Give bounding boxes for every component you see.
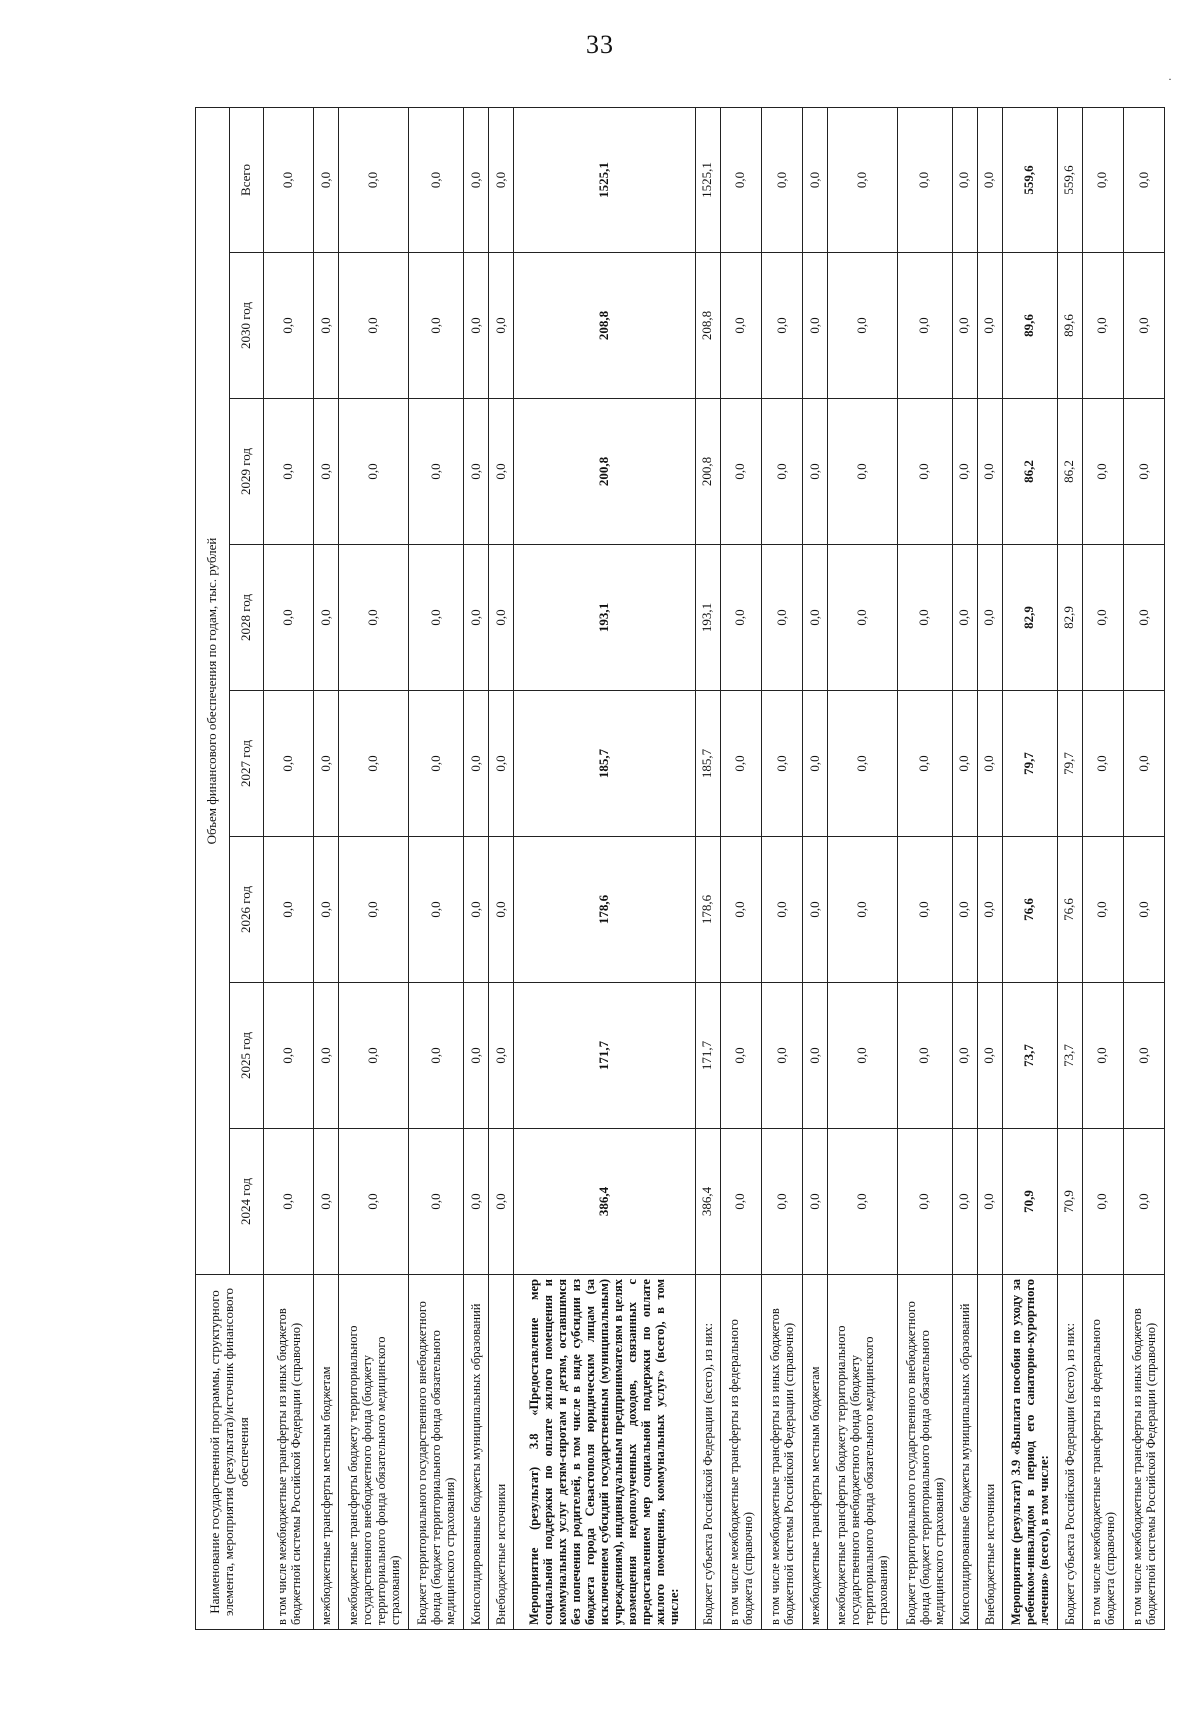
row-label: Внебюджетные источники <box>977 1275 1002 1630</box>
cell-value: 0,0 <box>897 545 952 691</box>
cell-value: 0,0 <box>761 545 802 691</box>
cell-value: 200,8 <box>695 399 720 545</box>
cell-value: 1525,1 <box>514 107 696 252</box>
cell-value: 0,0 <box>488 545 513 691</box>
cell-value: 0,0 <box>828 837 898 983</box>
cell-value: 559,6 <box>1002 107 1057 252</box>
cell-value: 0,0 <box>1082 107 1123 252</box>
cell-value: 0,0 <box>463 545 488 691</box>
cell-value: 0,0 <box>1123 691 1164 837</box>
cell-value: 89,6 <box>1002 253 1057 399</box>
cell-value: 0,0 <box>761 691 802 837</box>
cell-value: 0,0 <box>463 837 488 983</box>
cell-value: 0,0 <box>339 107 409 252</box>
cell-value: 0,0 <box>977 1129 1002 1275</box>
cell-value: 0,0 <box>1082 545 1123 691</box>
header-year-0: 2024 год <box>230 1129 264 1275</box>
cell-value: 0,0 <box>339 837 409 983</box>
cell-value: 0,0 <box>488 691 513 837</box>
cell-value: 0,0 <box>1123 545 1164 691</box>
scan-mark: · <box>1168 72 1172 86</box>
cell-value: 86,2 <box>1057 399 1082 545</box>
cell-value: 0,0 <box>828 691 898 837</box>
cell-value: 0,0 <box>1123 837 1164 983</box>
cell-value: 0,0 <box>1082 691 1123 837</box>
cell-value: 0,0 <box>952 837 977 983</box>
cell-value: 559,6 <box>1057 107 1082 252</box>
cell-value: 79,7 <box>1002 691 1057 837</box>
header-year-2: 2026 год <box>230 837 264 983</box>
cell-value: 0,0 <box>1123 107 1164 252</box>
cell-value: 0,0 <box>802 253 827 399</box>
table-row <box>977 107 1002 1629</box>
cell-value: 0,0 <box>314 107 339 252</box>
cell-value: 0,0 <box>761 837 802 983</box>
row-label: в том числе межбюджетные трансферты из иных бюджетов бюджетной системы Российской Федерации (справочно) <box>761 1275 802 1630</box>
cell-value: 0,0 <box>720 1129 761 1275</box>
cell-value: 0,0 <box>761 253 802 399</box>
cell-value: 73,7 <box>1057 983 1082 1129</box>
cell-value: 86,2 <box>1002 399 1057 545</box>
cell-value: 0,0 <box>1123 1129 1164 1275</box>
table-row <box>1002 107 1057 1629</box>
cell-value: 0,0 <box>897 253 952 399</box>
cell-value: 0,0 <box>897 691 952 837</box>
cell-value: 0,0 <box>409 107 464 252</box>
cell-value: 0,0 <box>720 837 761 983</box>
cell-value: 0,0 <box>339 691 409 837</box>
cell-value: 0,0 <box>314 399 339 545</box>
cell-value: 386,4 <box>695 1129 720 1275</box>
cell-value: 0,0 <box>720 107 761 252</box>
cell-value: 0,0 <box>488 837 513 983</box>
cell-value: 0,0 <box>720 253 761 399</box>
cell-value: 0,0 <box>977 107 1002 252</box>
header-year-5: 2029 год <box>230 399 264 545</box>
cell-value: 0,0 <box>264 107 314 252</box>
table-row <box>409 107 464 1629</box>
cell-value: 0,0 <box>761 1129 802 1275</box>
row-label: в том числе межбюджетные трансферты из федерального бюджета (справочно) <box>720 1275 761 1630</box>
cell-value: 0,0 <box>314 253 339 399</box>
cell-value: 0,0 <box>802 1129 827 1275</box>
cell-value: 178,6 <box>514 837 696 983</box>
cell-value: 0,0 <box>488 399 513 545</box>
cell-value: 0,0 <box>463 399 488 545</box>
cell-value: 0,0 <box>952 253 977 399</box>
cell-value: 0,0 <box>339 399 409 545</box>
cell-value: 0,0 <box>720 691 761 837</box>
cell-value: 0,0 <box>1082 253 1123 399</box>
cell-value: 0,0 <box>802 107 827 252</box>
cell-value: 0,0 <box>977 399 1002 545</box>
cell-value: 0,0 <box>488 107 513 252</box>
table-row <box>1057 107 1082 1629</box>
cell-value: 0,0 <box>1082 1129 1123 1275</box>
cell-value: 82,9 <box>1057 545 1082 691</box>
row-label: Мероприятие (результат) 3.8 «Предоставление мер социальной поддержки по оплате жилого помещения и коммунальных услуг детям-сиротам и детям, оставшимся без попечения родителей, в том числе в виде субсидии из бюджета города Севастополя юридическим лицам (за исключением субсидий государственным (муниципальным) учреждениям), индивидуальным предпринимателям в целях возмещения недополученных доходов, связанных с предоставлением мер социальной поддержки по оплате жилого помещения, коммунальных услуг» (всего), в том числе: <box>514 1275 696 1630</box>
financing-table <box>195 107 1165 1630</box>
row-label: в том числе межбюджетные трансферты из иных бюджетов бюджетной системы Российской Федерации (справочно) <box>1123 1275 1164 1630</box>
header-name-column: Наименование государственной программы, структурного элемента, мероприятия (результата)/источник финансового обеспечения <box>196 1275 264 1630</box>
cell-value: 79,7 <box>1057 691 1082 837</box>
cell-value: 208,8 <box>514 253 696 399</box>
cell-value: 0,0 <box>463 691 488 837</box>
cell-value: 0,0 <box>409 983 464 1129</box>
cell-value: 73,7 <box>1002 983 1057 1129</box>
cell-value: 0,0 <box>897 837 952 983</box>
table-row <box>514 107 696 1629</box>
cell-value: 386,4 <box>514 1129 696 1275</box>
row-label: Бюджет территориального государственного внебюджетного фонда (бюджет территориального фонда обязательного медицинского страхования) <box>897 1275 952 1630</box>
cell-value: 0,0 <box>897 983 952 1129</box>
cell-value: 70,9 <box>1057 1129 1082 1275</box>
cell-value: 0,0 <box>720 983 761 1129</box>
cell-value: 0,0 <box>761 399 802 545</box>
cell-value: 0,0 <box>720 399 761 545</box>
cell-value: 0,0 <box>1123 399 1164 545</box>
cell-value: 171,7 <box>695 983 720 1129</box>
header-year-7: Всего <box>230 107 264 252</box>
cell-value: 0,0 <box>952 983 977 1129</box>
row-label: межбюджетные трансферты бюджету территориального государственного внебюджетного фонда (бюджету территориального фонда обязательного медицинского страхования) <box>828 1275 898 1630</box>
cell-value: 70,9 <box>1002 1129 1057 1275</box>
row-label: в том числе межбюджетные трансферты из федерального бюджета (справочно) <box>1082 1275 1123 1630</box>
row-label: Консолидированные бюджеты муниципальных образований <box>952 1275 977 1630</box>
header-year-1: 2025 год <box>230 983 264 1129</box>
cell-value: 185,7 <box>514 691 696 837</box>
cell-value: 0,0 <box>264 691 314 837</box>
cell-value: 0,0 <box>720 545 761 691</box>
cell-value: 0,0 <box>339 253 409 399</box>
row-label: Консолидированные бюджеты муниципальных образований <box>463 1275 488 1630</box>
cell-value: 0,0 <box>977 545 1002 691</box>
cell-value: 0,0 <box>409 399 464 545</box>
table-row <box>695 107 720 1629</box>
cell-value: 193,1 <box>695 545 720 691</box>
rotated-table-frame <box>195 108 1165 1630</box>
cell-value: 0,0 <box>314 837 339 983</box>
page-number: 33 <box>586 30 614 59</box>
row-label: Бюджет субъекта Российской Федерации (всего), из них: <box>1057 1275 1082 1630</box>
row-label: межбюджетные трансферты местным бюджетам <box>802 1275 827 1630</box>
cell-value: 200,8 <box>514 399 696 545</box>
cell-value: 0,0 <box>409 691 464 837</box>
cell-value: 0,0 <box>952 399 977 545</box>
cell-value: 0,0 <box>802 399 827 545</box>
table-row <box>339 107 409 1629</box>
cell-value: 0,0 <box>828 253 898 399</box>
table-row <box>720 107 761 1629</box>
cell-value: 0,0 <box>463 983 488 1129</box>
cell-value: 0,0 <box>1123 983 1164 1129</box>
cell-value: 0,0 <box>409 545 464 691</box>
cell-value: 0,0 <box>761 107 802 252</box>
cell-value: 0,0 <box>802 837 827 983</box>
cell-value: 76,6 <box>1002 837 1057 983</box>
cell-value: 0,0 <box>409 837 464 983</box>
cell-value: 208,8 <box>695 253 720 399</box>
cell-value: 0,0 <box>828 399 898 545</box>
table-row <box>1123 107 1164 1629</box>
cell-value: 193,1 <box>514 545 696 691</box>
cell-value: 171,7 <box>514 983 696 1129</box>
cell-value: 0,0 <box>488 983 513 1129</box>
cell-value: 0,0 <box>952 1129 977 1275</box>
cell-value: 0,0 <box>1082 837 1123 983</box>
cell-value: 1525,1 <box>695 107 720 252</box>
cell-value: 0,0 <box>314 545 339 691</box>
cell-value: 0,0 <box>1082 399 1123 545</box>
row-label: Мероприятие (результат) 3.9 «Выплата пособия по уходу за ребенком-инвалидом в период его санаторно-курортного лечения» (всего), в том числе: <box>1002 1275 1057 1630</box>
table-row <box>488 107 513 1629</box>
table-row <box>828 107 898 1629</box>
cell-value: 0,0 <box>264 399 314 545</box>
table-row <box>264 107 314 1629</box>
cell-value: 0,0 <box>463 107 488 252</box>
cell-value: 0,0 <box>802 545 827 691</box>
cell-value: 0,0 <box>897 399 952 545</box>
table-row <box>1082 107 1123 1629</box>
cell-value: 0,0 <box>1082 983 1123 1129</box>
row-label: межбюджетные трансферты бюджету территориального государственного внебюджетного фонда (бюджету территориального фонда обязательного медицинского страхования) <box>339 1275 409 1630</box>
cell-value: 0,0 <box>264 983 314 1129</box>
cell-value: 0,0 <box>339 1129 409 1275</box>
table-row <box>463 107 488 1629</box>
rotated-table-container <box>195 108 1165 1630</box>
cell-value: 0,0 <box>977 983 1002 1129</box>
cell-value: 0,0 <box>264 837 314 983</box>
header-year-3: 2027 год <box>230 691 264 837</box>
row-label: межбюджетные трансферты местным бюджетам <box>314 1275 339 1630</box>
cell-value: 0,0 <box>463 253 488 399</box>
cell-value: 0,0 <box>897 1129 952 1275</box>
cell-value: 89,6 <box>1057 253 1082 399</box>
header-funding-group: Объем финансового обеспечения по годам, тыс. рублей <box>196 107 230 1274</box>
cell-value: 0,0 <box>314 1129 339 1275</box>
cell-value: 0,0 <box>463 1129 488 1275</box>
cell-value: 0,0 <box>828 1129 898 1275</box>
cell-value: 0,0 <box>314 983 339 1129</box>
cell-value: 0,0 <box>409 1129 464 1275</box>
row-label: Внебюджетные источники <box>488 1275 513 1630</box>
cell-value: 0,0 <box>264 1129 314 1275</box>
cell-value: 0,0 <box>977 253 1002 399</box>
cell-value: 0,0 <box>952 107 977 252</box>
cell-value: 0,0 <box>828 107 898 252</box>
cell-value: 0,0 <box>977 691 1002 837</box>
table-row <box>802 107 827 1629</box>
cell-value: 0,0 <box>952 691 977 837</box>
header-year-6: 2030 год <box>230 253 264 399</box>
cell-value: 0,0 <box>1123 253 1164 399</box>
table-row <box>761 107 802 1629</box>
cell-value: 178,6 <box>695 837 720 983</box>
cell-value: 0,0 <box>977 837 1002 983</box>
table-row <box>952 107 977 1629</box>
cell-value: 0,0 <box>828 545 898 691</box>
cell-value: 0,0 <box>897 107 952 252</box>
cell-value: 185,7 <box>695 691 720 837</box>
cell-value: 0,0 <box>339 545 409 691</box>
cell-value: 0,0 <box>828 983 898 1129</box>
cell-value: 0,0 <box>264 545 314 691</box>
cell-value: 0,0 <box>761 983 802 1129</box>
cell-value: 0,0 <box>488 253 513 399</box>
table-row <box>897 107 952 1629</box>
cell-value: 0,0 <box>339 983 409 1129</box>
cell-value: 0,0 <box>314 691 339 837</box>
row-label: в том числе межбюджетные трансферты из иных бюджетов бюджетной системы Российской Федерации (справочно) <box>264 1275 314 1630</box>
header-year-4: 2028 год <box>230 545 264 691</box>
cell-value: 76,6 <box>1057 837 1082 983</box>
row-label: Бюджет субъекта Российской Федерации (всего), из них: <box>695 1275 720 1630</box>
cell-value: 0,0 <box>802 691 827 837</box>
cell-value: 0,0 <box>488 1129 513 1275</box>
table-row <box>314 107 339 1629</box>
cell-value: 0,0 <box>409 253 464 399</box>
row-label: Бюджет территориального государственного внебюджетного фонда (бюджет территориального фонда обязательного медицинского страхования) <box>409 1275 464 1630</box>
cell-value: 0,0 <box>802 983 827 1129</box>
cell-value: 0,0 <box>952 545 977 691</box>
cell-value: 0,0 <box>264 253 314 399</box>
cell-value: 82,9 <box>1002 545 1057 691</box>
